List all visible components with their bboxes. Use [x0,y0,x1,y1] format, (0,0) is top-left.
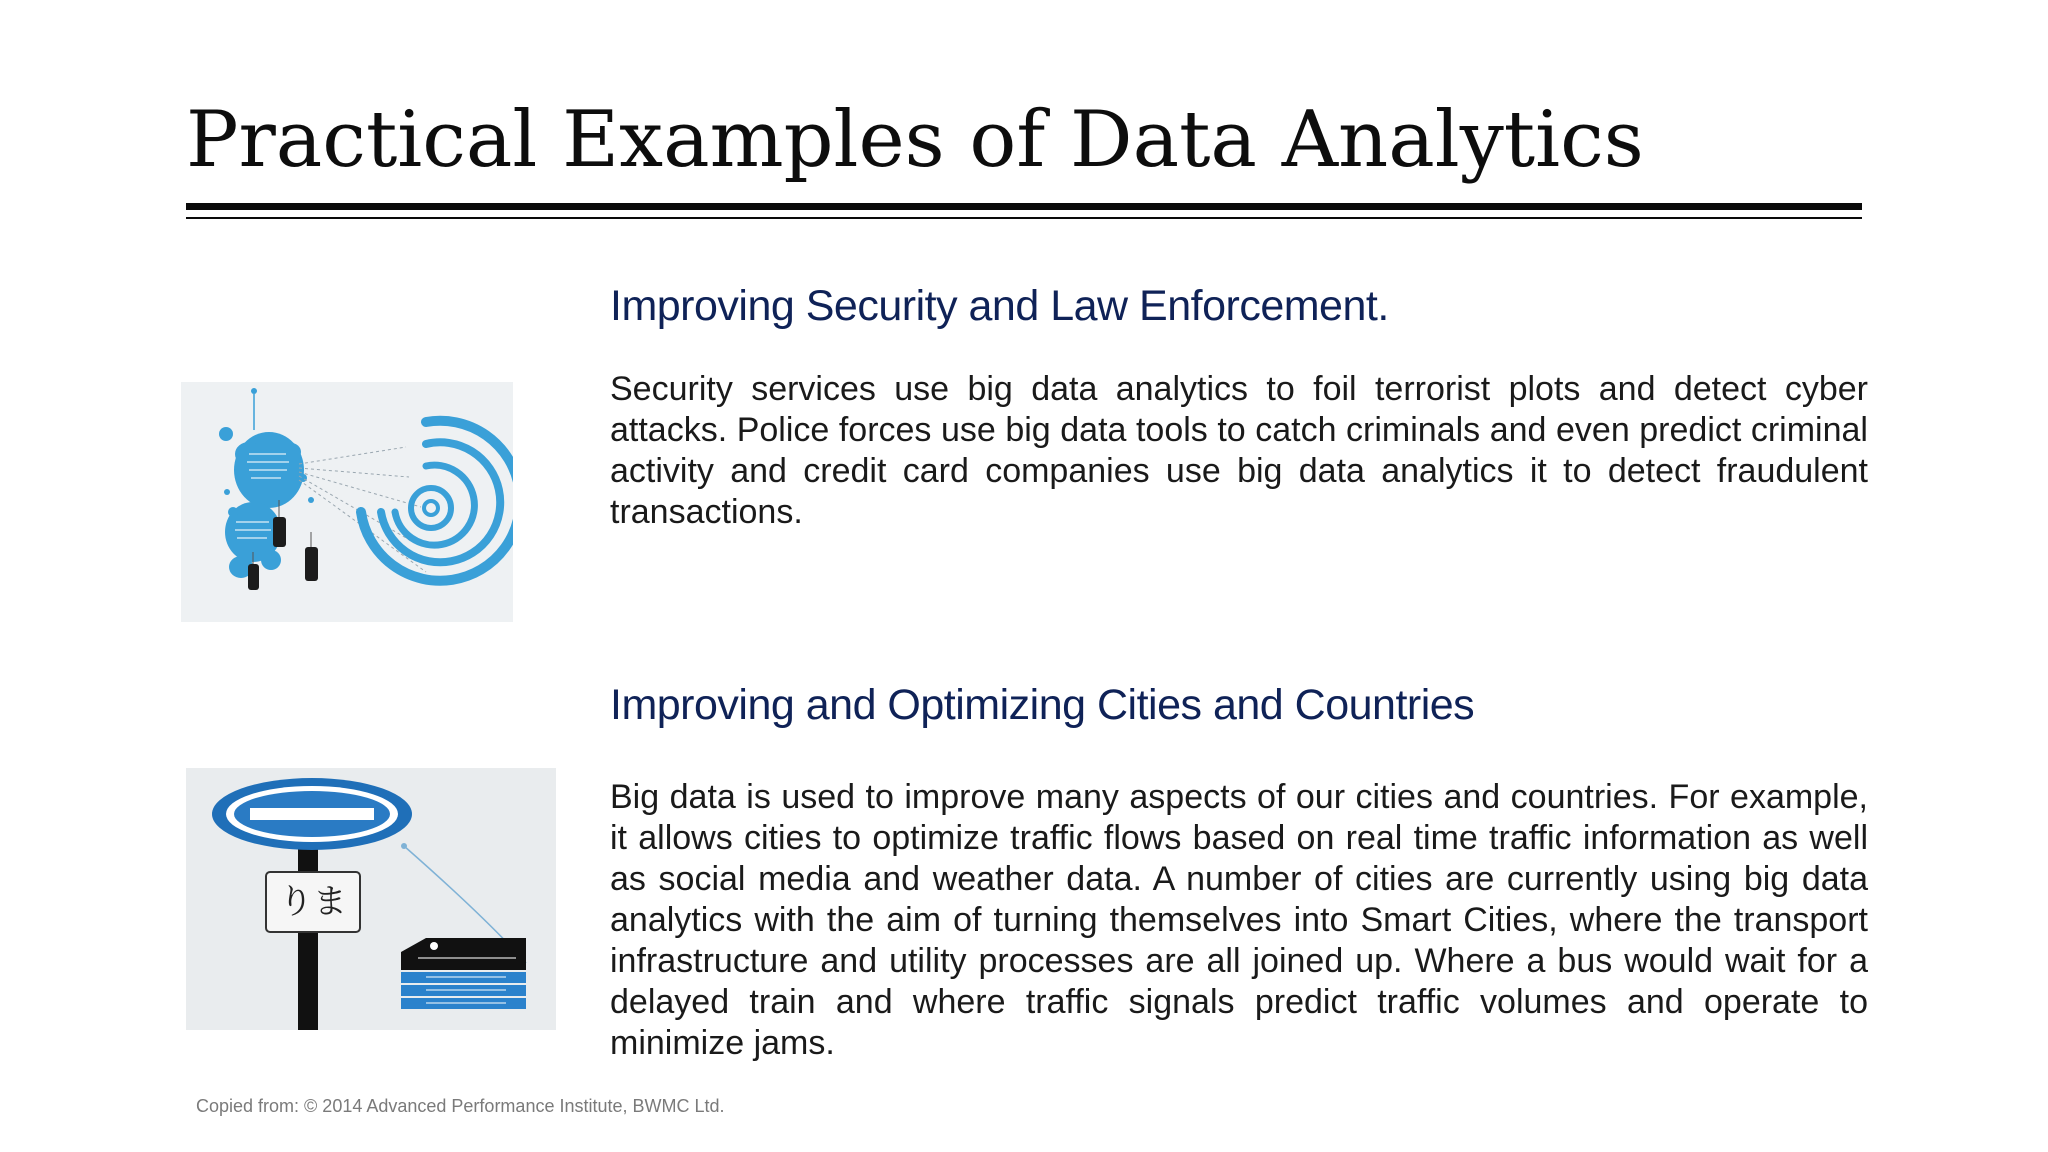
section-body-cities: Big data is used to improve many aspects of our cities and countries. For example, it allows cities to optimize traffic flows based on real time traffic information as well as social media and weather data. A number of cities are currently using big data analytics with the aim of turning themselves into Smart Cities, where the transport infrastructure and utility processes are all joined up. Where a bus would wait for a delayed train and where traffic signals predict traffic volumes and operate to minimize jams. [610,778,1868,1062]
footer-credit: Copied from: © 2014 Advanced Performance Institute, BWMC Ltd. [196,1096,725,1116]
section-heading-security: Improving Security and Law Enforcement. [610,282,1389,330]
sign-plate-text: りま [279,882,347,922]
road-sign-illustration-icon [186,768,556,1030]
slide-title: Practical Examples of Data Analytics [186,95,1644,185]
security-illustration-icon [181,382,513,622]
section-body-security: Security services use big data analytics to foil terrorist plots and detect cyber attacks. Police forces use big data tools to catch criminals and even predict criminal activity and credit card companies use big data analytics it to detect fraudulent transactions. [610,370,1868,531]
title-rule-thin [186,217,1862,219]
section-heading-cities: Improving and Optimizing Cities and Countries [610,681,1475,729]
title-rule-thick [186,203,1862,210]
